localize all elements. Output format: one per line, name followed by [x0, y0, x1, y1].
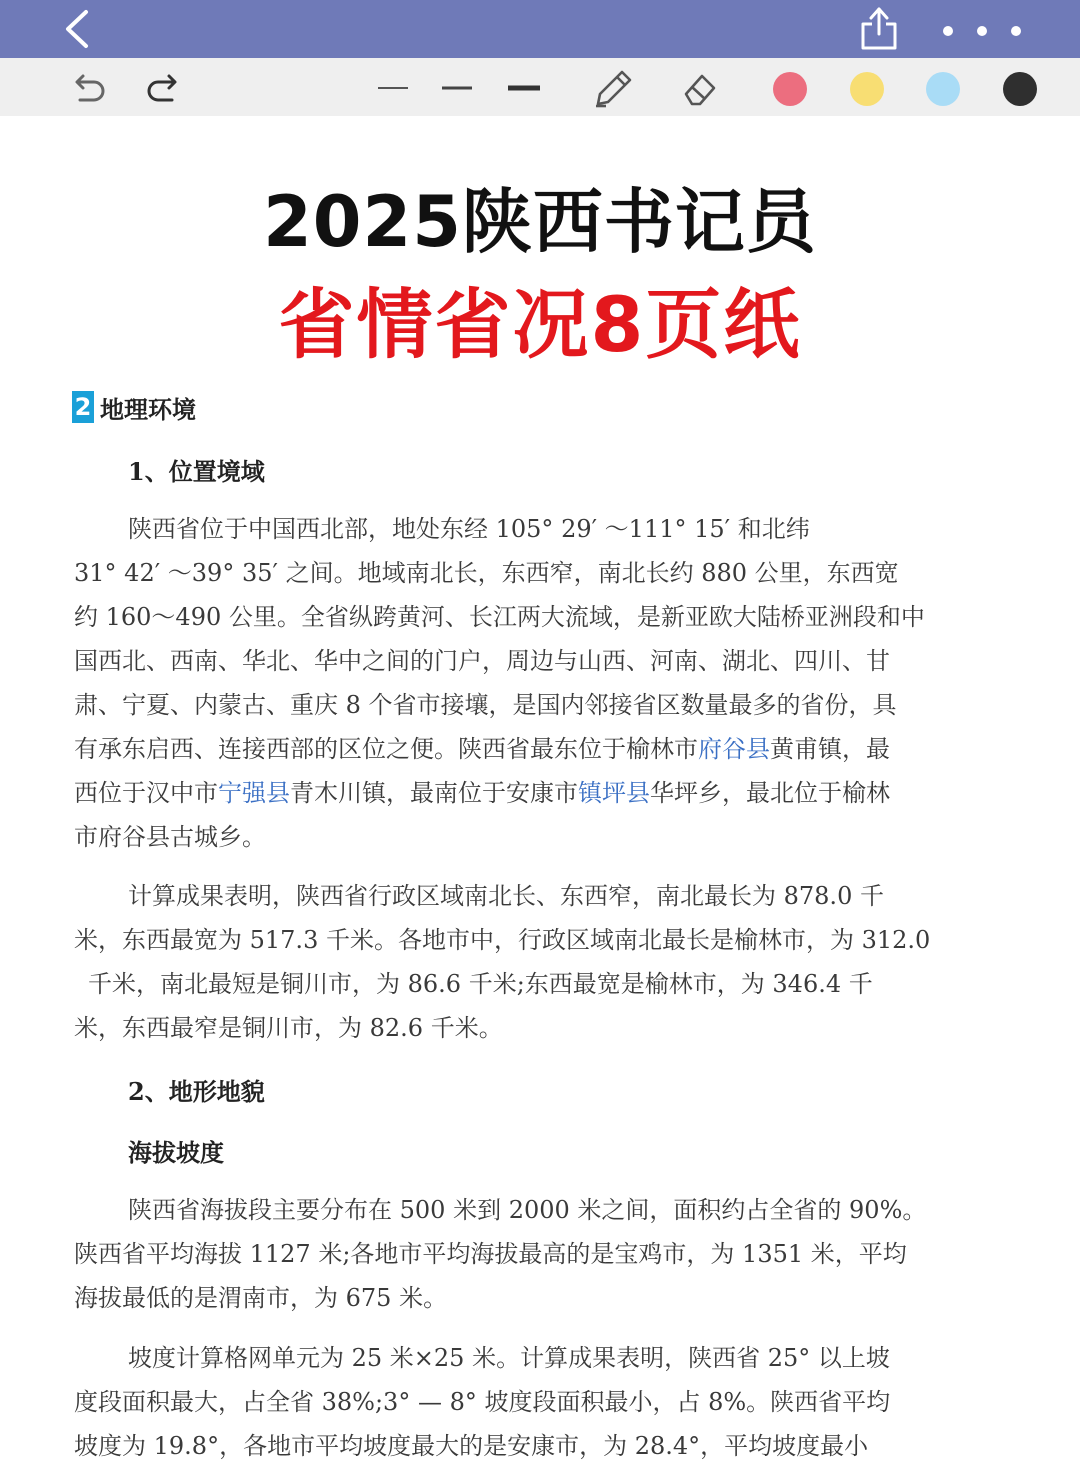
text-line: 肃、宁夏、内蒙古、重庆 8 个省市接壤，是国内邻接省区数量最多的省份，具 [74, 691, 897, 719]
share-icon[interactable] [858, 4, 900, 52]
more-options-icon[interactable] [936, 22, 1026, 38]
text-line: 坡度计算格网单元为 25 米×25 米。计算成果表明，陕西省 25° 以上坡 [128, 1344, 890, 1372]
text-segment: 黄甫镇，最 [770, 735, 890, 763]
text-line: 31° 42′ ～39° 35′ 之间。地域南北长，东西窄，南北长约 880 公里，东西宽 [74, 559, 899, 587]
thick-stroke-icon[interactable] [506, 78, 542, 98]
text-line: 度段面积最大，占全省 38%;3° — 8° 坡度段面积最小，占 8%。陕西省平均 [74, 1388, 891, 1416]
eraser-icon[interactable] [678, 66, 722, 110]
medium-stroke-icon[interactable] [440, 78, 474, 98]
text-line: 米，东西最宽为 517.3 千米。各地市中，行政区域南北最长是榆林市，为 312.0 [74, 926, 931, 954]
text-line: 计算成果表明，陕西省行政区域南北长、东西窄，南北最长为 878.0 千 [128, 882, 884, 910]
pencil-icon[interactable] [590, 64, 636, 110]
text-segment: 青木川镇，最南位于安康市 [290, 779, 578, 807]
text-line: 陕西省位于中国西北部，地处东经 105° 29′ ～111° 15′ 和北纬 [128, 515, 810, 543]
link-fugu-county[interactable]: 府谷县 [698, 735, 770, 763]
text-segment: 有承东启西、连接西部的区位之便。陕西省最东位于榆林市 [74, 735, 698, 763]
page-subtitle: 省情省况8页纸 [278, 280, 802, 369]
text-line: 海拔最低的是渭南市，为 675 米。 [74, 1284, 448, 1312]
subheading-location: 1、位置境域 [128, 457, 265, 486]
text-line: 千米，南北最短是铜川市，为 86.6 千米;东西最宽是榆林市，为 346.4 千 [88, 970, 873, 998]
link-ningqiang-county[interactable]: 宁强县 [218, 779, 290, 807]
paragraph-slope [74, 1336, 1034, 1468]
top-app-bar [0, 0, 1080, 58]
text-line: 市府谷县古城乡。 [74, 823, 266, 851]
text-line: 坡度为 19.8°，各地市平均坡度最大的是安康市，为 28.4°，平均坡度最小 [74, 1432, 869, 1460]
thin-stroke-icon[interactable] [376, 78, 410, 98]
text-line [74, 771, 1034, 815]
color-swatch-yellow[interactable] [850, 72, 884, 106]
annotation-toolbar [0, 58, 1080, 116]
text-line: 米，东西最窄是铜川市，为 82.6 千米。 [74, 1014, 503, 1042]
page-title: 2025陕西书记员 [263, 181, 817, 263]
paragraph-location [74, 507, 1034, 859]
color-swatch-pink[interactable] [773, 72, 807, 106]
paragraph-altitude [74, 1188, 1034, 1320]
text-segment: 西位于汉中市 [74, 779, 218, 807]
paragraph-dimensions [74, 874, 1034, 1050]
text-line: 陕西省海拔段主要分布在 500 米到 2000 米之间，面积约占全省的 90%。 [128, 1196, 927, 1224]
section-title: 地理环境 [100, 394, 196, 424]
color-swatch-light-blue[interactable] [926, 72, 960, 106]
undo-icon[interactable] [68, 68, 108, 108]
back-arrow-icon[interactable] [58, 8, 98, 50]
section-number-badge: 2 [72, 391, 94, 423]
text-segment: 华坪乡，最北位于榆林 [650, 779, 890, 807]
text-line: 约 160～490 公里。全省纵跨黄河、长江两大流域，是新亚欧大陆桥亚洲段和中 [74, 603, 925, 631]
color-swatch-black[interactable] [1003, 72, 1037, 106]
text-line: 陕西省平均海拔 1127 米;各地市平均海拔最高的是宝鸡市，为 1351 米，平均 [74, 1240, 907, 1268]
subheading-terrain: 2、地形地貌 [128, 1077, 265, 1106]
subheading-altitude: 海拔坡度 [128, 1138, 224, 1167]
section-heading [72, 390, 196, 424]
link-zhenping-county[interactable]: 镇坪县 [578, 779, 650, 807]
text-line: 国西北、西南、华北、华中之间的门户，周边与山西、河南、湖北、四川、甘 [74, 647, 890, 675]
text-line [74, 727, 1034, 771]
redo-icon[interactable] [144, 68, 184, 108]
